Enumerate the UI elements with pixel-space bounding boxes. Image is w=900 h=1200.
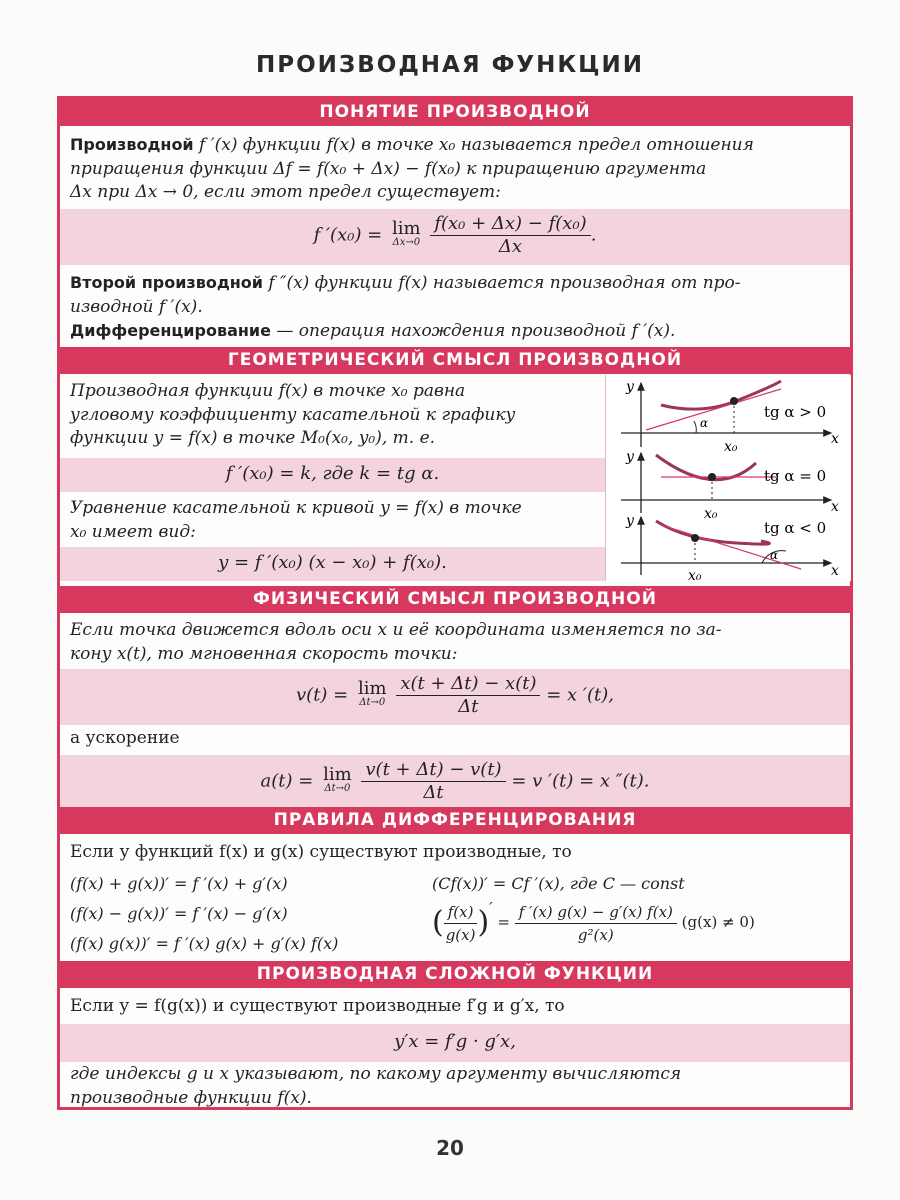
- graph-positive-slope: [621, 379, 839, 455]
- section-header-geometry: ГЕОМЕТРИЧЕСКИЙ СМЫСЛ ПРОИЗВОДНОЙ: [60, 347, 850, 374]
- concept-definition: [70, 133, 845, 205]
- graph2-point-label: x₀: [704, 506, 718, 522]
- geometry-line2: угловому коэффициенту касательной к графику: [70, 404, 516, 425]
- derivative-definition-formula: [60, 213, 850, 258]
- tangent-line2: x₀ имеет вид:: [70, 521, 196, 542]
- section-header-concept: ПОНЯТИЕ ПРОИЗВОДНОЙ: [60, 99, 850, 126]
- tangent-formula: y = f ′(x₀) (x − x₀) + f(x₀).: [218, 552, 447, 573]
- graph3-x-label: x: [831, 563, 839, 579]
- section-header-rules: ПРАВИЛА ДИФФЕРЕНЦИРОВАНИЯ: [60, 807, 850, 834]
- page-title: ПРОИЗВОДНАЯ ФУНКЦИИ: [255, 52, 644, 78]
- concept-def-line3: Δx при Δx → 0, если этот предел существует:: [70, 182, 501, 202]
- geometry-text: [70, 380, 600, 451]
- section-header-composite: ПРОИЗВОДНАЯ СЛОЖНОЙ ФУНКЦИИ: [60, 961, 850, 988]
- graph3-point-label: x₀: [688, 568, 702, 581]
- graph2-x-label: x: [831, 499, 839, 515]
- graph3-angle-label: α: [770, 548, 779, 562]
- graph3-y-label: y: [626, 513, 634, 529]
- page-number: 20: [436, 1136, 464, 1160]
- composite-intro: Если y = f(g(x)) и существуют производные f′g и g′x, то: [70, 996, 565, 1016]
- concept-def-line2: приращения функции Δf = f(x₀ + Δx) − f(x₀) к приращению аргумента: [70, 158, 707, 179]
- diff-text: — операция нахождения производной f ′(x).: [276, 321, 676, 341]
- physics-line2: кону x(t), то мгновенная скорость точки:: [70, 643, 458, 664]
- tangent-graphs-svg: [606, 375, 851, 581]
- rules-intro: Если у функций f(x) и g(x) существуют производные, то: [70, 842, 572, 862]
- tangent-line1: Уравнение касательной к кривой y = f(x) в точке: [70, 498, 522, 518]
- rule-constant: (Cf(x))′ = Cf ′(x), где C — const: [432, 874, 685, 893]
- rule-sum: (f(x) + g(x))′ = f ′(x) + g′(x): [70, 874, 288, 893]
- formula-fraction: $\frac{\text{f(x₀ + Δx) − f(x₀)}}{\Delta x}$: [430, 213, 590, 258]
- formula-end: .: [590, 224, 597, 246]
- graph3-condition: tg α < 0: [764, 519, 827, 537]
- acceleration-intro: а ускорение: [70, 728, 180, 748]
- physics-line1: Если точка движется вдоль оси x и её координата изменяется по за-: [70, 620, 722, 640]
- graph1-x-label: x: [831, 431, 839, 447]
- content-frame: [57, 96, 853, 1110]
- tangent-graphs: [605, 375, 851, 581]
- section-header-physics: ФИЗИЧЕСКИЙ СМЫСЛ ПРОИЗВОДНОЙ: [60, 586, 850, 613]
- composite-note: [70, 1063, 845, 1110]
- graph1-angle-label: α: [700, 416, 709, 430]
- velocity-formula: v(t) = lim Δt→0 $\frac{x(t + \Delta t) - x(t)}{\Delta t}$ = x ′(t),: [296, 673, 614, 717]
- graph1-y-label: y: [626, 379, 634, 395]
- rule-quotient: ( $\frac{f(x)}{g(x)}$ )′ = $\frac{f '(x) g(x) - g'(x) f(x)}{\text{g²(x)}}$ (g(x) ≠ 0): [432, 899, 755, 944]
- rule-product: (f(x) g(x))′ = f ′(x) g(x) + g′(x) f(x): [70, 934, 339, 953]
- second-line2: изводной f ′(x).: [70, 296, 203, 317]
- rule-difference: (f(x) − g(x))′ = f ′(x) − g′(x): [70, 904, 288, 923]
- graph2-y-label: y: [626, 449, 634, 465]
- composite-note-line1: где индексы g и x указывают, по какому аргументу вычисляются: [70, 1064, 682, 1084]
- term-derivative: Производной: [70, 135, 194, 154]
- geometry-line1: Производная функции f(x) в точке x₀ равна: [70, 381, 466, 401]
- graph-negative-slope: [621, 513, 839, 581]
- concept-def-line1: f ′(x) функции f(x) в точке x₀ называется предел отношения: [199, 135, 754, 155]
- acceleration-formula: a(t) = lim Δt→0 $\frac{v(t + \Delta t) - v(t)}{\Delta t}$ = v ′(t) = x ″(t).: [260, 759, 650, 803]
- geometry-formula: f ′(x₀) = k, где k = tg α.: [225, 463, 440, 484]
- graph1-condition: tg α > 0: [764, 403, 827, 421]
- second-line1: f ″(x) функции f(x) называется производная от про-: [268, 273, 741, 293]
- term-differentiation: Дифференцирование: [70, 321, 271, 340]
- graph1-point-label: x₀: [724, 439, 738, 455]
- tangent-text: [70, 497, 600, 544]
- formula-limit: lim Δx→0: [392, 217, 421, 248]
- physics-text: [70, 619, 845, 666]
- second-derivative-definition: [70, 271, 845, 344]
- graph2-condition: tg α = 0: [764, 467, 827, 485]
- composite-note-line2: производные функции f(x).: [70, 1087, 312, 1108]
- formula-lhs: f ′(x₀) =: [313, 224, 383, 246]
- composite-formula: y′x = f′g · g′x,: [394, 1031, 516, 1052]
- geometry-line3: функции y = f(x) в точке M₀(x₀, y₀), т. е.: [70, 428, 436, 448]
- graph-zero-slope: [621, 449, 839, 522]
- term-second-derivative: Второй производной: [70, 273, 263, 292]
